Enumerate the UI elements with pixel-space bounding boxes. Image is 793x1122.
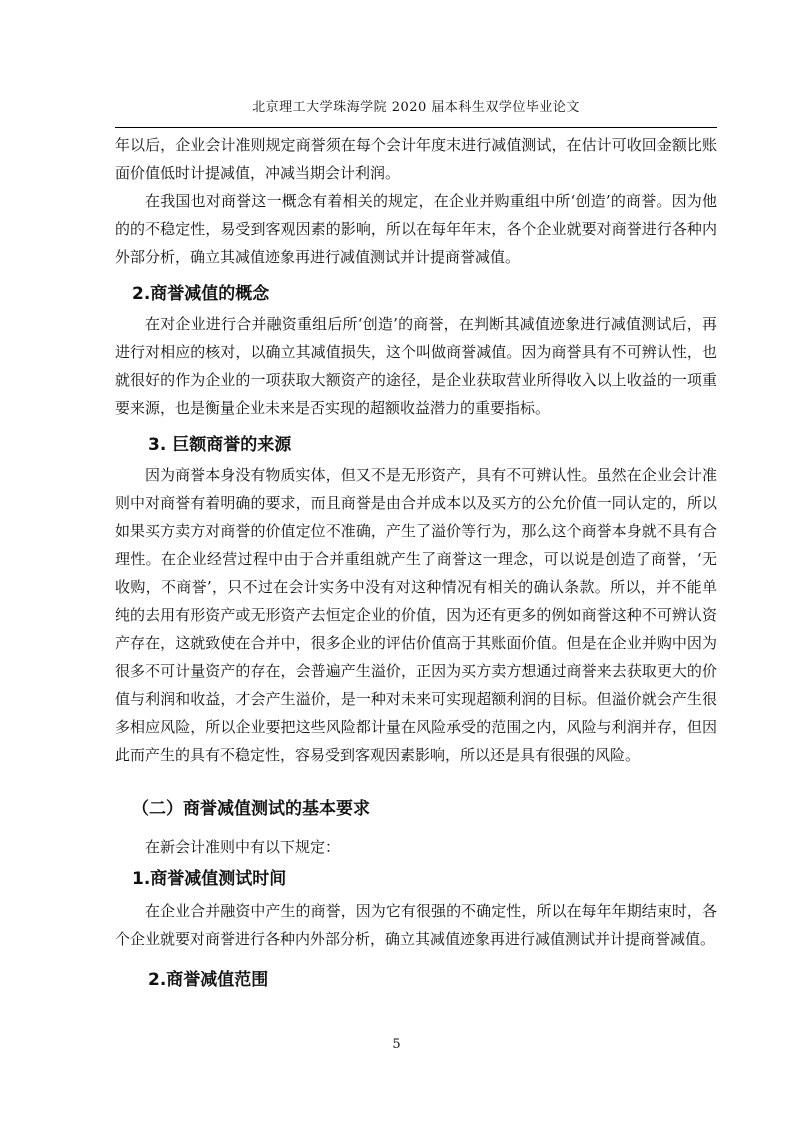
paragraph: 在企业合并融资中产生的商誉，因为它有很强的不确定性，所以在每年年期结束时，各个企业就要对商誉进行各种内外部分析，确立其减值迹象再进行减值测试并计提商誉减值。 <box>115 902 717 948</box>
subsection-heading: 3. 巨额商誉的来源 <box>148 435 292 455</box>
paragraph: 因为商誉本身没有物质实体，但又不是无形资产，具有不可辨认性。虽然在企业会计准则中对商誉有着明确的要求，而且商誉是由合并成本以及买方的公允价值一同认定的，所以如果买方卖方对商誉的价值定位不准确，产生了溢价等行为，那么这个商誉本身就不具有合理性。在企业经营过程中由于合并重组就产生了商誉这一理念，可以说是创造了商誉，‘无收购，不商誉’，只不过在会计实务中没有对这种情况有相关的确认条款。所以，并不能单纯的去用有形资产或无形资产去恒定企业的价值，因为还有更多的例如商誉这种不可辨认资产存在，这就致使在合并中，很多企业的评估价值高于其账面价值。但是在企业并购中因为很多不可计量资产的存在，会普遍产生溢价，正因为买方卖方想通过商誉来去获取更大的价值与利润和收益，才会产生溢价，是一种对未来可实现超额利润的目标。但溢价就会产生很多相应风险，所以企业要把这些风险都计量在风险承受的范围之内，风险与利润并存，但因此而产生的具有不稳定性，容易受到客观因素影响，所以还是具有很强的风险。 <box>115 466 717 764</box>
subsection-heading: 2.商誉减值范围 <box>148 970 269 990</box>
paragraph: 年以后，企业会计准则规定商誉须在每个会计年度末进行减值测试，在估计可收回金额比账面价值低时计提减值，冲减当期会计利润。 <box>115 136 717 182</box>
paragraph: 在新会计准则中有以下规定： <box>145 838 341 856</box>
paragraph: 在我国也对商誉这一概念有着相关的规定，在企业并购重组中所‘创造’的商誉。因为他的的不稳定性，易受到客观因素的影响，所以在每年年末，各个企业就要对商誉进行各种内外部分析，确立其减值迹象再进行减值测试并计提商誉减值。 <box>115 192 717 266</box>
header-rule <box>115 127 717 128</box>
page-header: 北京理工大学珠海学院 2020 届本科生双学位毕业论文 <box>252 100 580 115</box>
subsection-heading: 1.商誉减值测试时间 <box>132 869 287 889</box>
subsection-heading: 2.商誉减值的概念 <box>132 284 270 304</box>
paragraph: 在对企业进行合并融资重组后所‘创造’的商誉，在判断其减值迹象进行减值测试后，再进行对相应的核对，以确立其减值损失，这个叫做商誉减值。因为商誉具有不可辨认性，也就很好的作为企业的一项获取大额资产的途径，是企业获取营业所得收入以上收益的一项重要来源，也是衡量企业未来是否实现的超额收益潜力的重要指标。 <box>115 315 717 417</box>
page-body <box>115 131 717 994</box>
page-number: 5 <box>392 1037 401 1052</box>
section-heading: （二）商誉减值测试的基本要求 <box>132 799 370 819</box>
